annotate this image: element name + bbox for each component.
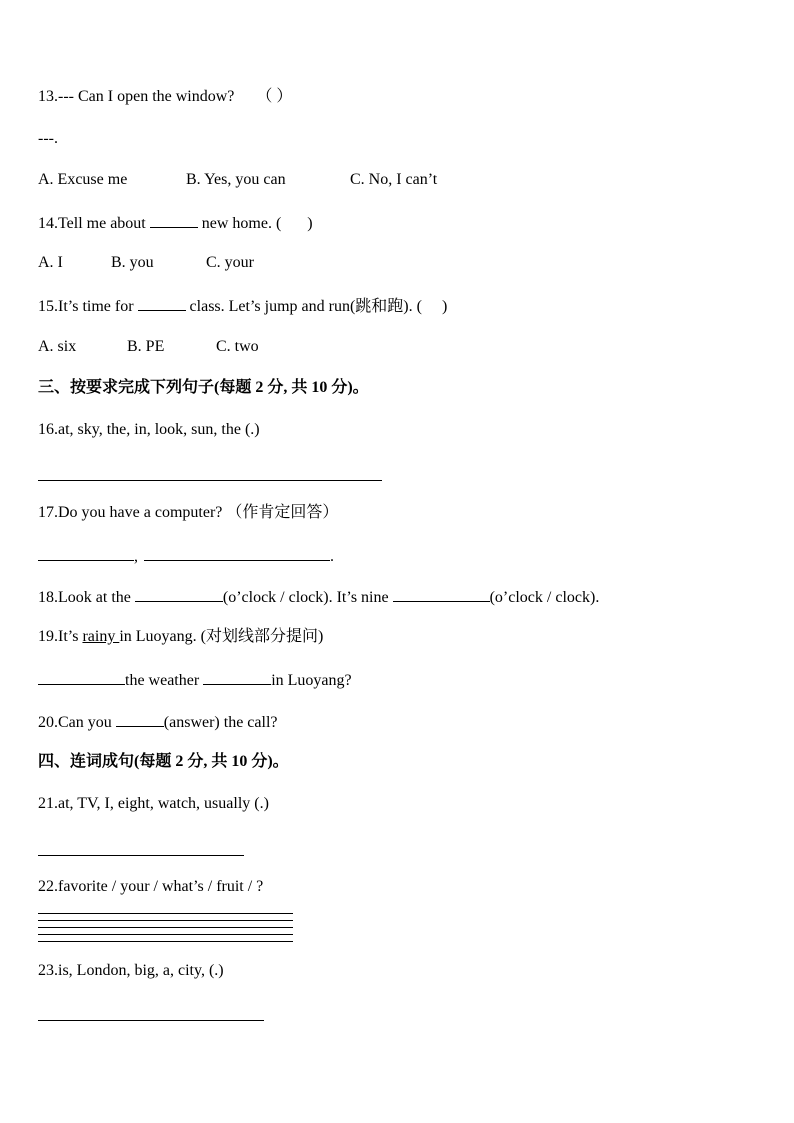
q15-options bbox=[38, 337, 638, 357]
q22-line: 22.favorite / your / what’s / fruit / ? bbox=[38, 878, 264, 895]
q14-number: 14. bbox=[38, 215, 58, 232]
q22-answer-line-1[interactable] bbox=[38, 913, 293, 914]
q15-option-b[interactable]: B. PE bbox=[127, 338, 165, 355]
q14-option-c[interactable]: C. your bbox=[206, 254, 254, 271]
q16-line: 16.at, sky, the, in, look, sun, the (.) bbox=[38, 421, 260, 438]
q13-answer-paren[interactable]: （ ） bbox=[256, 88, 293, 105]
q13-question: --- Can I open the window? bbox=[58, 88, 235, 105]
q13-line bbox=[38, 87, 292, 107]
q22-answer-line-5[interactable] bbox=[38, 941, 293, 942]
q19-underlined-word: rainy bbox=[82, 628, 120, 645]
q17-number: 17. bbox=[38, 504, 58, 521]
q18-blank-2[interactable] bbox=[393, 586, 490, 602]
q22-answer-line-2[interactable] bbox=[38, 920, 293, 921]
q13-reply: ---. bbox=[38, 130, 58, 147]
q14-line: 14.Tell me about new home. ( ) bbox=[38, 212, 313, 234]
q20-line: 20.Can you (answer) the call? bbox=[38, 711, 278, 733]
q14-blank[interactable] bbox=[150, 212, 198, 228]
q22-answer-line-4[interactable] bbox=[38, 934, 293, 935]
q13-option-a[interactable]: A. Excuse me bbox=[38, 171, 128, 188]
q21-line: 21.at, TV, I, eight, watch, usually (.) bbox=[38, 795, 269, 812]
q13-number: 13. bbox=[38, 88, 58, 105]
q15-option-a[interactable]: A. six bbox=[38, 338, 77, 355]
q13-option-b[interactable]: B. Yes, you can bbox=[186, 171, 286, 188]
section4-heading: 四、连词成句(每题 2 分, 共 10 分)。 bbox=[38, 753, 289, 770]
q19-answer-line: the weather in Luoyang? bbox=[38, 669, 352, 691]
q19-blank-2[interactable] bbox=[203, 669, 271, 685]
q14-option-b[interactable]: B. you bbox=[111, 254, 154, 271]
q19-number: 19. bbox=[38, 628, 58, 645]
q19-blank-1[interactable] bbox=[38, 669, 125, 685]
q18-blank-1[interactable] bbox=[135, 586, 223, 602]
q17-line: 17.Do you have a computer? （作肯定回答） bbox=[38, 504, 339, 521]
q18-number: 18. bbox=[38, 589, 58, 606]
q20-number: 20. bbox=[38, 714, 58, 731]
q15-blank[interactable] bbox=[138, 295, 186, 311]
q21-answer-line[interactable] bbox=[38, 855, 244, 856]
q23-line: 23.is, London, big, a, city, (.) bbox=[38, 962, 224, 979]
q17-answer-line: , . bbox=[38, 545, 334, 567]
q23-answer-line[interactable] bbox=[38, 1020, 264, 1021]
q15-option-c[interactable]: C. two bbox=[216, 338, 259, 355]
q23-number: 23. bbox=[38, 962, 58, 979]
q17-blank-1[interactable] bbox=[38, 545, 134, 561]
q21-number: 21. bbox=[38, 795, 58, 812]
q18-line: 18.Look at the (o’clock / clock). It’s nine (o’clock / clock). bbox=[38, 586, 599, 608]
q14-option-a[interactable]: A. I bbox=[38, 254, 63, 271]
q17-blank-2[interactable] bbox=[144, 545, 330, 561]
q22-answer-line-3[interactable] bbox=[38, 927, 293, 928]
section3-heading: 三、按要求完成下列句子(每题 2 分, 共 10 分)。 bbox=[38, 379, 369, 396]
q13-option-c[interactable]: C. No, I can’t bbox=[350, 171, 438, 188]
q20-blank[interactable] bbox=[116, 711, 164, 727]
q22-number: 22. bbox=[38, 878, 58, 895]
q15-line: 15.It’s time for class. Let’s jump and run(跳和跑). ( ) bbox=[38, 295, 447, 317]
q16-number: 16. bbox=[38, 421, 58, 438]
q13-options bbox=[38, 170, 638, 190]
q14-options bbox=[38, 253, 638, 273]
q15-number: 15. bbox=[38, 298, 58, 315]
q19-line: 19.It’s rainy in Luoyang. (对划线部分提问) bbox=[38, 628, 324, 645]
q16-answer-line[interactable] bbox=[38, 480, 382, 481]
